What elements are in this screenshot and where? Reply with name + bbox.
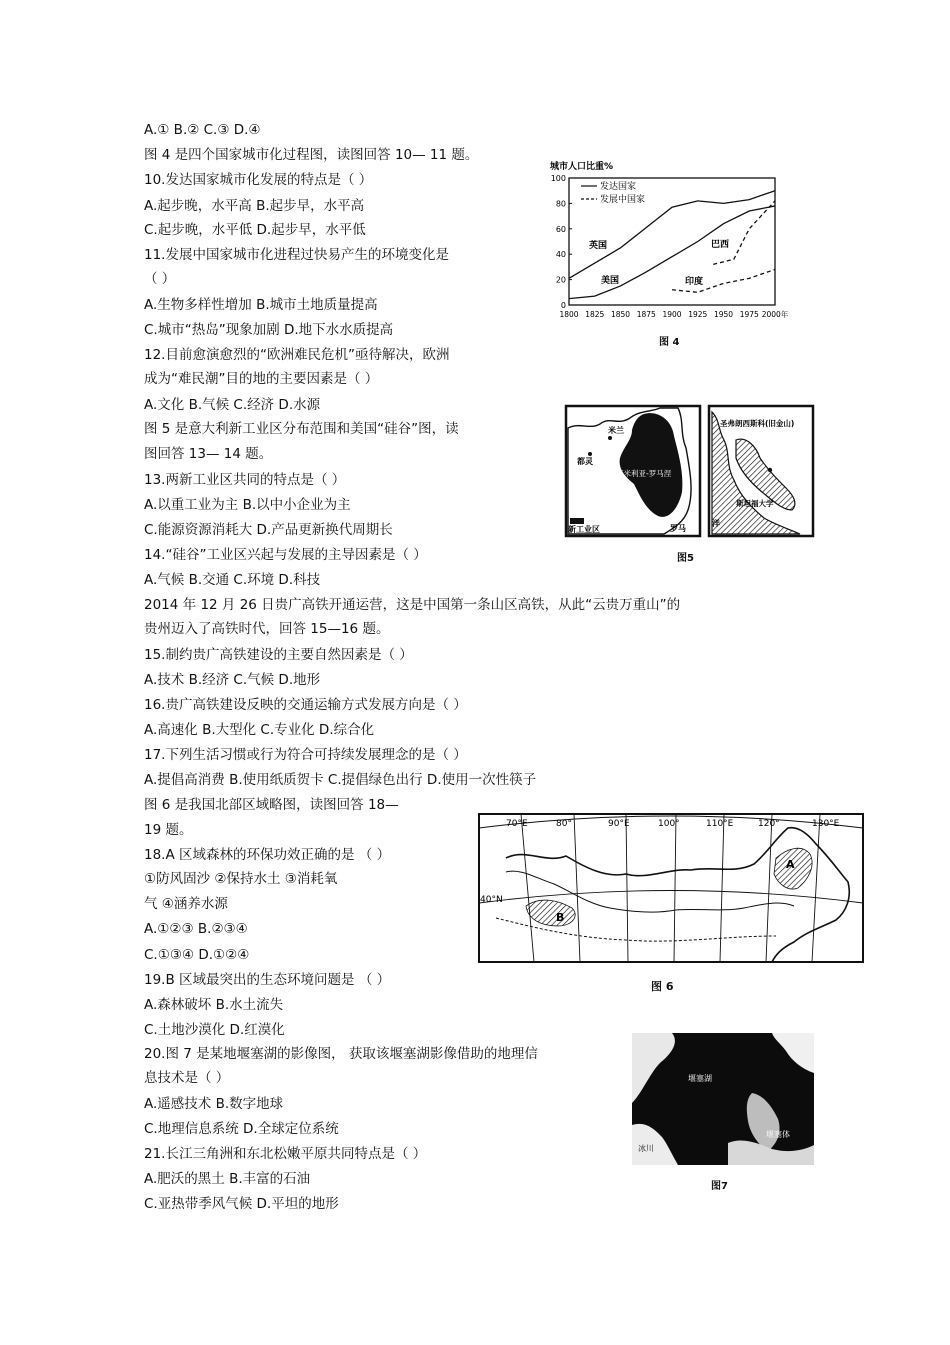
text-line: A.肥沃的黑土 B.丰富的石油 bbox=[144, 1171, 311, 1187]
label-uk: 英国 bbox=[589, 241, 608, 251]
label-us: 美国 bbox=[601, 276, 620, 286]
text-line: 贵州迈入了高铁时代，回答 15—16 题。 bbox=[144, 621, 390, 637]
text-line: 息技术是（ ） bbox=[144, 1070, 230, 1086]
chart-ylabel: 城市人口比重% bbox=[550, 162, 614, 172]
x-tick-label: 1975 bbox=[739, 310, 759, 319]
y-tick-label: 80 bbox=[555, 199, 566, 209]
text-line: A.森林破坏 B.水土流失 bbox=[144, 997, 284, 1013]
text-line: 13.两新工业区共同的特点是（ ） bbox=[144, 472, 346, 488]
legend-swatch bbox=[570, 518, 584, 524]
label-dam: 堰塞体 bbox=[766, 1130, 790, 1139]
lon-label: 130°E bbox=[812, 819, 840, 829]
text-line: 图 4 是四个国家城市化过程图，读图回答 10— 11 题。 bbox=[144, 147, 479, 163]
figure-5-caption: 图5 bbox=[677, 553, 694, 564]
text-line: A.① B.② C.③ D.④ bbox=[144, 122, 261, 138]
x-tick-label: 1925 bbox=[688, 310, 708, 319]
text-line: C.亚热带季风气候 D.平坦的地形 bbox=[144, 1196, 339, 1212]
lon-label: 90°E bbox=[608, 819, 630, 829]
label-san-francisco: 圣弗朗西斯科(旧金山) bbox=[720, 419, 795, 428]
lon-label: 80° bbox=[556, 819, 572, 829]
x-tick-label: 1950 bbox=[713, 310, 734, 319]
label-milan: 米兰 bbox=[608, 426, 624, 435]
label-stanford: 斯坦福大学 bbox=[736, 499, 774, 508]
legend-new-industrial-zone: 新工业区 bbox=[568, 525, 600, 534]
text-line: 19 题。 bbox=[144, 822, 193, 838]
text-line: C.起步晚，水平低 D.起步早，水平低 bbox=[144, 222, 366, 238]
text-line: 14.“硅谷”工业区兴起与发展的主导因素是（ ） bbox=[144, 547, 427, 563]
figure-6-map bbox=[476, 808, 868, 968]
figure-7-caption: 图7 bbox=[711, 1181, 728, 1192]
lon-label: 100° bbox=[658, 819, 680, 829]
text-line: A.起步晚，水平高 B.起步早，水平高 bbox=[144, 198, 365, 214]
text-line: A.技术 B.经济 C.气候 D.地形 bbox=[144, 672, 321, 688]
series-line-巴西 bbox=[713, 201, 775, 264]
turin-dot bbox=[588, 452, 592, 456]
map6-frame bbox=[479, 814, 863, 962]
label-rome: 罗马 bbox=[670, 524, 686, 533]
text-line: 16.贵广高铁建设反映的交通运输方式发展方向是（ ） bbox=[144, 697, 467, 713]
label-lake: 堰塞湖 bbox=[688, 1074, 712, 1083]
text-line: A.遥感技术 B.数字地球 bbox=[144, 1096, 284, 1112]
label-brazil: 巴西 bbox=[711, 240, 730, 250]
text-line: 图 5 是意大利新工业区分布范围和美国“硅谷”图，读 bbox=[144, 421, 459, 437]
text-line: 11.发展中国家城市化进程过快易产生的环境变化是 bbox=[144, 247, 449, 263]
text-line: 19.B 区域最突出的生态环境问题是 （ ） bbox=[144, 972, 391, 988]
figure-6-caption: 图 6 bbox=[651, 980, 674, 993]
label-glacier: 冰川 bbox=[638, 1144, 654, 1153]
y-tick-label: 100 bbox=[550, 174, 566, 183]
text-line: 17.下列生活习惯或行为符合可持续发展理念的是（ ） bbox=[144, 747, 467, 763]
text-line: A.生物多样性增加 B.城市土地质量提高 bbox=[144, 297, 378, 313]
x-tick-label: 1875 bbox=[636, 310, 656, 319]
text-line: 图回答 13— 14 题。 bbox=[144, 446, 273, 462]
label-A: A bbox=[786, 858, 795, 871]
text-line: 气 ④涵养水源 bbox=[144, 896, 228, 912]
text-line: A.以重工业为主 B.以中小企业为主 bbox=[144, 497, 351, 513]
text-line: C.地理信息系统 D.全球定位系统 bbox=[144, 1121, 339, 1137]
text-line: C.土地沙漠化 D.红漠化 bbox=[144, 1022, 285, 1038]
legend-developed: 发达国家 bbox=[600, 182, 637, 192]
lon-label: 110°E bbox=[706, 819, 734, 829]
text-line: A.气候 B.交通 C.环境 D.科技 bbox=[144, 572, 321, 588]
text-line: A.文化 B.气候 C.经济 D.水源 bbox=[144, 397, 321, 413]
label-region: 艾米利亚-罗马涅 bbox=[616, 469, 672, 478]
text-line: 12.目前愈演愈烈的“欧洲难民危机”亟待解决，欧洲 bbox=[144, 347, 450, 363]
text-line: 2014 年 12 月 26 日贵广高铁开通运营，这是中国第一条山区高铁，从此“云贵万重山”的 bbox=[144, 597, 681, 613]
text-line: 21.长江三角洲和东北松嫩平原共同特点是（ ） bbox=[144, 1146, 427, 1162]
lon-label: 70°E bbox=[506, 819, 528, 829]
text-line: C.能源资源消耗大 D.产品更新换代周期长 bbox=[144, 522, 393, 538]
x-tick-label: 1900 bbox=[662, 310, 682, 319]
x-tick-label: 2000年 bbox=[761, 310, 789, 319]
legend-developing: 发展中国家 bbox=[600, 195, 646, 205]
text-line: C.城市“热岛”现象加剧 D.地下水水质提高 bbox=[144, 322, 394, 338]
y-tick-label: 20 bbox=[555, 275, 566, 285]
figure-5-map bbox=[560, 400, 820, 565]
x-tick-label: 1825 bbox=[585, 310, 605, 319]
milan-dot bbox=[608, 436, 612, 440]
lon-label: 120° bbox=[758, 819, 780, 829]
text-line: 10.发达国家城市化发展的特点是（ ） bbox=[144, 172, 373, 188]
figure-4-chart bbox=[545, 155, 805, 350]
text-line: C.①③④ D.①②④ bbox=[144, 947, 250, 963]
x-tick-label: 1850 bbox=[610, 310, 631, 319]
text-line: 18.A 区域森林的环保功效正确的是 （ ） bbox=[144, 847, 391, 863]
text-line: A.高速化 B.大型化 C.专业化 D.综合化 bbox=[144, 722, 375, 738]
label-turin: 都灵 bbox=[577, 457, 593, 466]
y-tick-label: 60 bbox=[555, 224, 566, 234]
lat-label: 40°N bbox=[480, 895, 503, 905]
x-tick-label: 1800 bbox=[559, 310, 579, 319]
text-line: 成为“难民潮”目的地的主要因素是（ ） bbox=[144, 371, 379, 387]
text-line: （ ） bbox=[144, 271, 176, 287]
text-line: A.①②③ B.②③④ bbox=[144, 921, 248, 937]
y-tick-label: 40 bbox=[555, 250, 566, 260]
text-line: 图 6 是我国北部区域略图，读图回答 18— bbox=[144, 797, 399, 813]
text-line: 20.图 7 是某地堰塞湖的影像图， 获取该堰塞湖影像借助的地理信 bbox=[144, 1046, 538, 1062]
figure-4-caption: 图 4 bbox=[659, 337, 680, 348]
y-tick-label: 0 bbox=[560, 301, 566, 310]
figure-7-image bbox=[632, 1033, 814, 1165]
label-india: 印度 bbox=[685, 277, 704, 287]
label-ocean: 洋 bbox=[712, 519, 720, 528]
text-line: 15.制约贵广高铁建设的主要自然因素是（ ） bbox=[144, 647, 413, 663]
label-B: B bbox=[556, 911, 565, 924]
text-line: A.提倡高消费 B.使用纸质贺卡 C.提倡绿色出行 D.使用一次性筷子 bbox=[144, 772, 537, 788]
sf-dot bbox=[768, 468, 772, 472]
series-line-美国 bbox=[569, 206, 775, 299]
text-line: ①防风固沙 ②保持水土 ③消耗氧 bbox=[144, 871, 338, 887]
